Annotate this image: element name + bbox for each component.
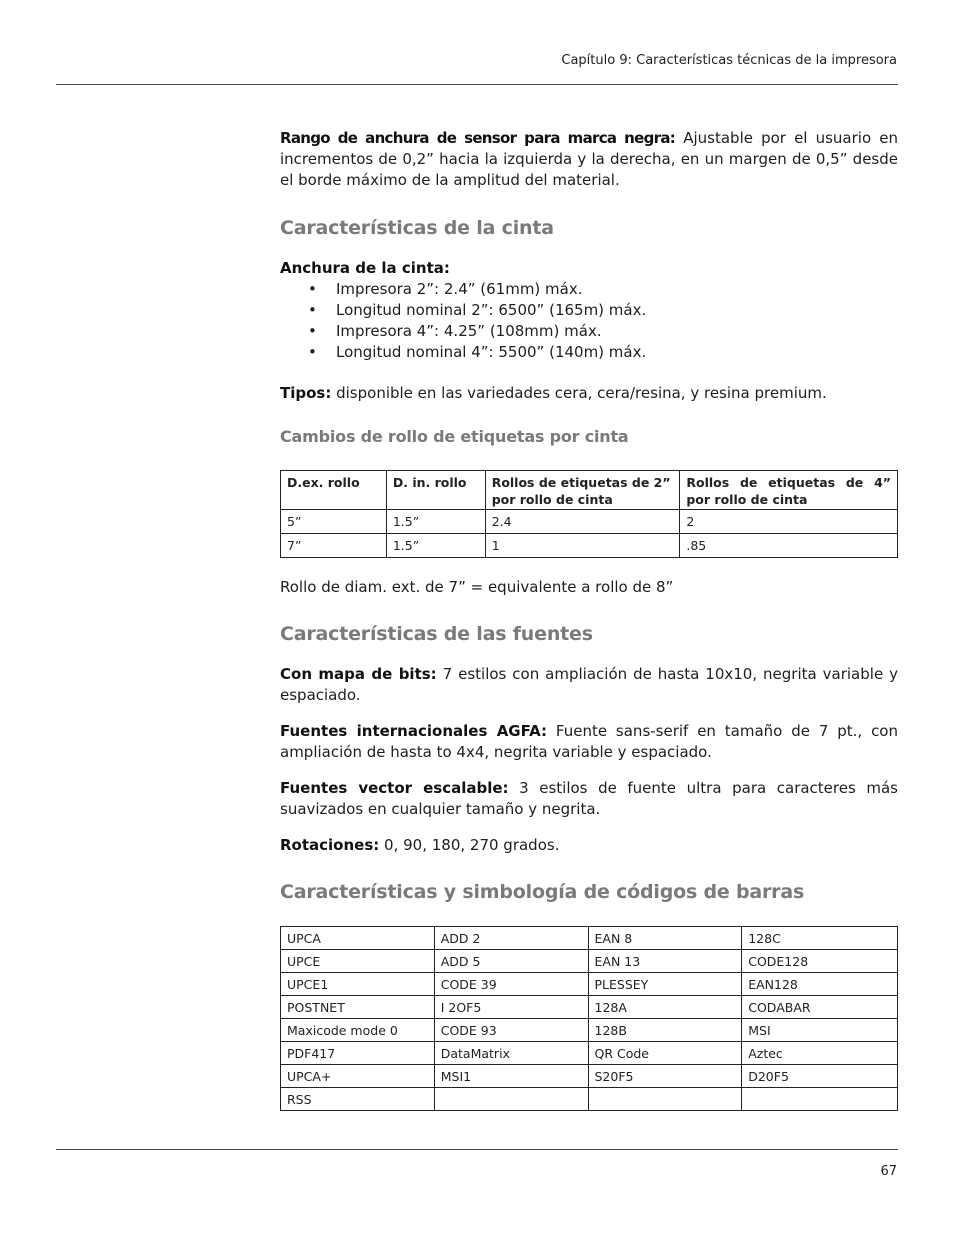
ribbon-width-label: Anchura de la cinta:: [280, 259, 450, 277]
fonts-vector-text: 3 estilos de fuente ultra para caracteres más suavizados en cualquier tamaño y negrita.: [280, 779, 898, 818]
table-cell: .85: [680, 534, 898, 558]
barcodes-section-title: Características y simbología de códigos de barras: [280, 881, 805, 903]
barcode-table: [280, 926, 898, 1111]
table-cell: UPCE: [281, 950, 435, 973]
ribbon-width-list: [280, 279, 898, 363]
page-number: 67: [880, 1164, 897, 1179]
fonts-agfa-label: Fuentes internacionales AGFA:: [280, 722, 548, 740]
fonts-bitmap-text: 7 estilos con ampliación de hasta 10x10, negrita variable y espaciado.: [280, 665, 898, 704]
fonts-rotation-text: 0, 90, 180, 270 grados.: [379, 836, 560, 854]
page-content: [280, 128, 898, 1111]
table-row: [281, 927, 898, 950]
bullet-icon: •: [308, 280, 317, 298]
bullet-icon: •: [308, 322, 317, 340]
table-header-cell: Rollos de etiquetas de 2” por rollo de cinta: [485, 471, 680, 510]
table-cell: 5”: [281, 510, 387, 534]
list-item: [280, 342, 898, 363]
table-header-row: [281, 471, 898, 510]
list-item-text: Impresora 4”: 4.25” (108mm) máx.: [336, 322, 602, 340]
table-cell: 1: [485, 534, 680, 558]
table-cell: 128A: [588, 996, 742, 1019]
table-cell: POSTNET: [281, 996, 435, 1019]
table-cell: UPCA+: [281, 1065, 435, 1088]
table-row: [281, 1088, 898, 1111]
table-cell: [742, 1088, 898, 1111]
ribbon-table-subtitle: Cambios de rollo de etiquetas por cinta: [280, 427, 629, 446]
table-cell: 2.4: [485, 510, 680, 534]
sensor-range-paragraph: [280, 128, 898, 191]
fonts-vector-label: Fuentes vector escalable:: [280, 779, 509, 797]
list-item: [280, 279, 898, 300]
table-cell: 1.5”: [386, 534, 485, 558]
table-cell: MSI1: [434, 1065, 588, 1088]
table-cell: QR Code: [588, 1042, 742, 1065]
ribbon-types-paragraph: [280, 383, 898, 404]
ribbon-types-text: disponible en las variedades cera, cera/resina, y resina premium.: [331, 384, 827, 402]
table-header-cell: D.ex. rollo: [281, 471, 387, 510]
list-item: [280, 300, 898, 321]
table-cell: 2: [680, 510, 898, 534]
table-row: [281, 973, 898, 996]
table-cell: D20F5: [742, 1065, 898, 1088]
table-row: [281, 1065, 898, 1088]
fonts-rotation-paragraph: [280, 835, 898, 856]
table-cell: Aztec: [742, 1042, 898, 1065]
table-row: [281, 534, 898, 558]
fonts-agfa-paragraph: [280, 721, 898, 763]
sensor-range-label: Rango de anchura de sensor para marca negra:: [280, 129, 676, 147]
table-row: [281, 510, 898, 534]
ribbon-change-table: [280, 470, 898, 558]
fonts-vector-paragraph: [280, 778, 898, 820]
table-cell: I 2OF5: [434, 996, 588, 1019]
table-cell: S20F5: [588, 1065, 742, 1088]
fonts-section-title: Características de las fuentes: [280, 623, 593, 645]
list-item-text: Longitud nominal 2”: 6500” (165m) máx.: [336, 301, 647, 319]
table-row: [281, 1019, 898, 1042]
table-cell: CODE 93: [434, 1019, 588, 1042]
table-cell: Maxicode mode 0: [281, 1019, 435, 1042]
bullet-icon: •: [308, 343, 317, 361]
fonts-rotation-label: Rotaciones:: [280, 836, 380, 854]
table-cell: [434, 1088, 588, 1111]
list-item-text: Longitud nominal 4”: 5500” (140m) máx.: [336, 343, 647, 361]
ribbon-note: Rollo de diam. ext. de 7” = equivalente a rollo de 8”: [280, 578, 674, 596]
ribbon-width-label-line: [280, 258, 898, 279]
table-cell: 7”: [281, 534, 387, 558]
sensor-range-text: Ajustable por el usuario en incrementos de 0,2” hacia la izquierda y la derecha, en un margen de 0,5” desde el borde máximo de la amplitud del material.: [280, 129, 898, 189]
table-cell: MSI: [742, 1019, 898, 1042]
ribbon-section-title: Características de la cinta: [280, 217, 554, 239]
table-cell: DataMatrix: [434, 1042, 588, 1065]
table-cell: 128C: [742, 927, 898, 950]
table-cell: 1.5”: [386, 510, 485, 534]
list-item-text: Impresora 2”: 2.4” (61mm) máx.: [336, 280, 583, 298]
fonts-bitmap-paragraph: [280, 664, 898, 706]
table-cell: CODE128: [742, 950, 898, 973]
table-cell: [588, 1088, 742, 1111]
table-cell: RSS: [281, 1088, 435, 1111]
bullet-icon: •: [308, 301, 317, 319]
list-item: [280, 321, 898, 342]
table-cell: EAN 13: [588, 950, 742, 973]
table-cell: CODABAR: [742, 996, 898, 1019]
running-header: Capítulo 9: Características técnicas de la impresora: [561, 53, 897, 68]
table-cell: ADD 5: [434, 950, 588, 973]
table-cell: CODE 39: [434, 973, 588, 996]
table-cell: UPCE1: [281, 973, 435, 996]
table-cell: EAN 8: [588, 927, 742, 950]
table-cell: PDF417: [281, 1042, 435, 1065]
table-cell: PLESSEY: [588, 973, 742, 996]
table-cell: 128B: [588, 1019, 742, 1042]
header-rule: [56, 84, 898, 85]
fonts-agfa-text: Fuente sans-serif en tamaño de 7 pt., con ampliación de hasta to 4x4, negrita variable y espaciado.: [280, 722, 898, 761]
table-header-cell: D. in. rollo: [386, 471, 485, 510]
table-cell: ADD 2: [434, 927, 588, 950]
table-cell: EAN128: [742, 973, 898, 996]
fonts-bitmap-label: Con mapa de bits:: [280, 665, 437, 683]
table-row: [281, 996, 898, 1019]
table-row: [281, 1042, 898, 1065]
table-row: [281, 950, 898, 973]
table-cell: UPCA: [281, 927, 435, 950]
footer-rule: [56, 1149, 898, 1150]
table-header-cell: Rollos de etiquetas de 4” por rollo de cinta: [680, 471, 898, 510]
ribbon-types-label: Tipos:: [280, 384, 332, 402]
